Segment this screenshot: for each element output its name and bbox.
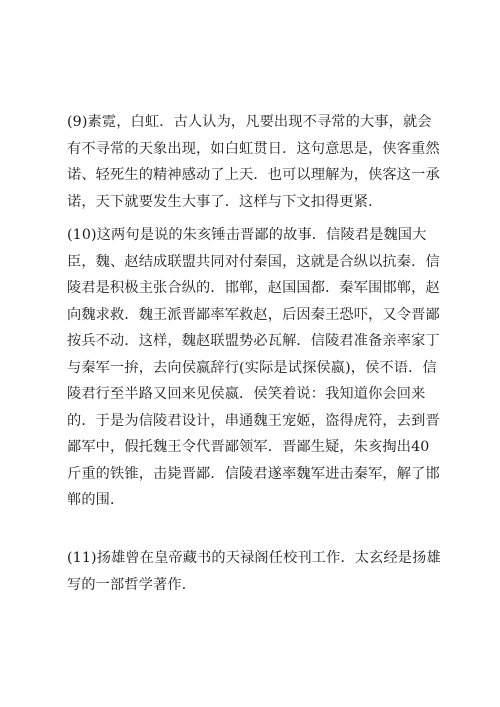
annotation-note-9: (9)素霓，白虹．古人认为，凡要出现不寻常的大事，就会有不寻常的天象出现，如白虹贯日．这句意思是，侠客重然诺、轻死生的精神感动了上天．也可以理解为，侠客这一承诺，天下就要发生大事了．这样与下文扣得更紧． xyxy=(67,114,440,210)
annotation-note-10: (10)这两句是说的朱亥锤击晋鄙的故事．信陵君是魏国大臣，魏、赵结成联盟共同对付秦国，这就是合纵以抗秦．信陵君是积极主张合纵的．邯郸，赵国国都．秦军围邯郸，赵向魏求救．魏王派晋鄙率军救赵，后因秦王恐吓，又令晋鄙按兵不动．这样，魏赵联盟势必瓦解．信陵君准备亲率家丁与秦军一拚，去向侯嬴辞行(实际是试探侯嬴)，侯不语．信陵君行至半路又回来见侯嬴．侯笑着说：我知道你会回来的．于是为信陵君设计，串通魏王宠姬，盗得虎符，去到晋鄙军中，假托魏王令代晋鄙领军．晋鄙生疑，朱亥掏出40斤重的铁锥，击毙晋鄙．信陵君遂率魏军进击秦军，解了邯郸的围． xyxy=(67,227,440,508)
annotation-note-11: (11)扬雄曾在皇帝藏书的天禄阁任校刊工作．太玄经是扬雄写的一部哲学著作． xyxy=(67,550,441,593)
